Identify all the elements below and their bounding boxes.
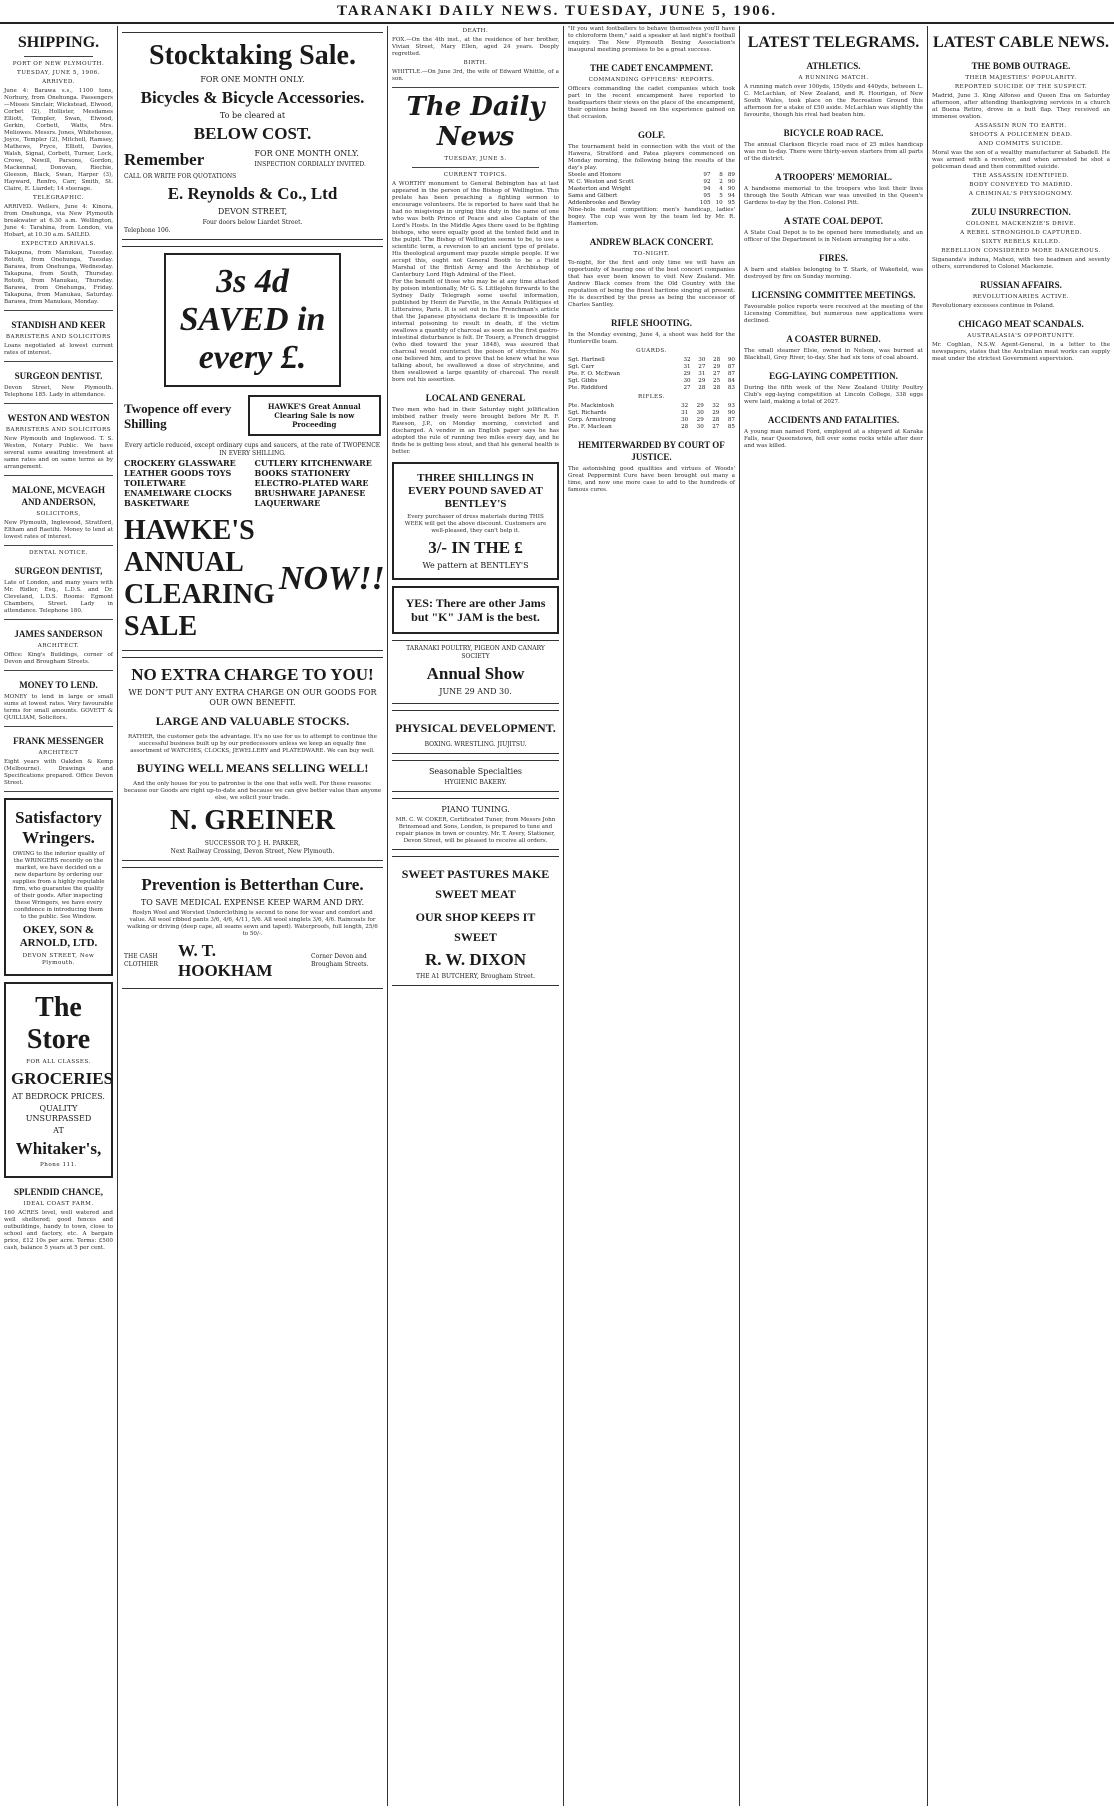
current-topics-heading: CURRENT TOPICS. [443, 172, 508, 178]
money-to-lend: MONEY TO LEND. [19, 680, 98, 690]
below-cost: BELOW COST. [193, 124, 312, 143]
shipping-date: TUESDAY, JUNE 5, 1906. [16, 70, 101, 76]
store-title: The Store [26, 992, 91, 1055]
cadet-heading: THE CADET ENCAMPMENT. [590, 63, 713, 73]
hawke-annual: HAWKE'S ANNUAL CLEARING SALE [124, 515, 275, 642]
arrived-text: June 4: Barawa s.s., 1100 tons, Norbury, from Onehunga. Passengers—Misses Sinclair, Wickstead, Elwood, Corbet (2), Hollister, Mesdames Elliott, Templer, Swan, Elwood, Gerkin, Corbett, Watts, Mrs. Meliowes. Messrs. Jones, Whitehouse, Joyce, Templer (2), Mitchell, Ramsey, Mathews, Pryce, Elliott, Davies, Walsh, Signal, Corbett, Turner, Lock, Crowe, Newill, Parsons, Gordon, Mackennal, Donovan, Riechie, Gleeson, Black, Swan, Harper (3), Hayward, Renfro, Carr, Smith, St. Claire, E. Liardet; 14 steerage. [4, 88, 113, 192]
bicycles-title: Bicycles & Bicycle Accessories. [140, 88, 365, 107]
hookham-name: W. T. HOOKHAM [178, 941, 273, 980]
prevention-title: Prevention is Betterthan Cure. [141, 875, 364, 894]
reynolds-name: E. Reynolds & Co., Ltd [167, 184, 338, 203]
splendid-chance: SPLENDID CHANCE, [13, 1187, 103, 1197]
bentleys-ad: THREE SHILLINGS IN EVERY POUND SAVED AT BENTLEY'S Every purchaser of dress materials during THIS WEEK will get the above discount. Customers are well-pleased, they can't help it. 3/- IN THE £ We pattern at BENTLEY'S [392, 462, 559, 580]
column-telegrams: LATEST TELEGRAMS. ATHLETICS. A RUNNING MATCH. A running match over 100yds, 150yds and 440yds, between L. C. McLachlan, of New Zealand, and R. Hourigan, of New South Wales, took place on the Recreation Ground this afternoon for a stake of £50 aside. McLachlan was slightly the favourite, though his rival had beaten him. BICYCLE ROAD RACE. The annual Clarkson Bicycle road race of 25 miles handicap was run to-day. There were thirty-seven starters from all parts of the district. A TROOPERS' MEMORIAL. A handsome memorial to the troopers who lost their lives through the South African war was unveiled in the Queen's Gardens to-day by the Hon. Colonel Pitt. A STATE COAL DEPOT. A State Coal Depot is to be opened here immediately, and an officer of the Department is in Nelson arranging for a site. FIRES. A barn and stables belonging to T. Stark, of Wakefield, was destroyed by fire on Sunday morning. LICENSING COMMITTEE MEETINGS. Favourable police reports were received at the meeting of the Licensing Committee, but numerous new applications were declined. A COASTER BURNED. The small steamer Elsie, owned in Nelson, was burned at Blackball, Grey River, to-day. She had six tons of coal aboard. EGG-LAYING COMPETITION. During the fifth week of the New Zealand Utility Poultry Club's egg-laying competition at Lincoln College, 338 eggs were laid, making a total of 2027. ACCIDENTS AND FATALITIES. A young man named Ford, employed at a shipyard at Karaka Falls, near Queenstown, fell over some rocks while after deer and was killed. [740, 26, 928, 1806]
hemiterward-heading: HEMITERWARDED BY COURT OF JUSTICE. [578, 440, 725, 462]
column-shipping: SHIPPING. PORT OF NEW PLYMOUTH. TUESDAY, JUNE 5, 1906. ARRIVED. June 4: Barawa s.s., 1100 tons, Norbury, from Onehunga. Passengers—Misses Sinclair, Wickstead, Elwood, Corbet (2), Hollister, Mesdames Elliott, Templer, Swan, Elwood, Gerkin, Corbett, Watts, Mrs. Meliowes. Messrs. Jones, Whitehouse, Joyce, Templer (2), Mitchell, Ramsey, Mathews, Pryce, Elliott, Davies, Walsh, Signal, Corbett, Turner, Lock, Crowe, Newill, Parsons, Gordon, Mackennal, Donovan, Riechie, Gleeson, Black, Swan, Harper (3), Hayward, Renfro, Carr, Smith, St. Claire, E. Liardet; 14 steerage. TELEGRAPHIC. ARRIVED. Wellers, June 4: Kinora, from Onehunga, via New Plymouth breakwater at 6.30 a.m. Wellington, June 4: Tarahina, from London, via Hobart, at 10.30 a.m. SAILED. EXPECTED ARRIVALS. Takapuna, from Manukau, Tuesday. Rotoiti, from Onehunga, Tuesday. Barawa, from Onehunga, Wednesday. Takapuna, from South, Thursday. Rotoiti, from Manukau, Thursday. Barawa, from Onehunga, Friday. Takapuna, from Manukau, Saturday. Barawa, from Manukau, Monday. STANDISH AND KEER BARRISTERS AND SOLICITORS Loans negotiated at lowest current rates of interest. SURGEON DENTIST. Devon Street, New Plymouth. Telephone 185. Lady in attendance. WESTON AND WESTON BARRISTERS AND SOLICITORS New Plymouth and Inglewood. T. S. Weston, Notary Public. We have several sums awaiting investment at same rates and on same terms as by arrangement. MALONE, MCVEAGH AND ANDERSON, SOLICITORS, New Plymouth, Inglewood, Stratford, Eltham and Raetihi. Money to lend at lowest rates of interest. DENTAL NOTICE. SURGEON DENTIST, Late of London, and many years with Mr. Ridler, Esq., L.D.S. and Dr. Cleveland, L.D.S. Rooms: Egmont Chambers, Street. Lady in attendance. Telephone 180. JAMES SANDERSON ARCHITECT. Office: King's Buildings, corner of Devon and Brougham Streets. MONEY TO LEND. MONEY to lend in large or small sums at lowest rates. Very favourable terms for small amounts. GOVETT & QUILLIAM, Solicitors. FRANK MESSENGER ARCHITECT Eight years with Oakden & Kemp (Melbourne). Drawings and Specifications prepared. Office Devon Street. Satisfactory Wringers. OWING to the inferior quality of the WRINGERS recently on the market, we have decided on a new departure by ordering our supplies from a highly reputable firm, who guarantee the quality of their goods. After inspecting these Wringers, we have every confidence in introducing them to the public. See Window. OKEY, SON & ARNOLD, LTD. DEVON STREET, New Plymouth. The Store FOR ALL CLASSES. GROCERIES AT BEDROCK PRICES. QUALITY UNSURPASSED AT Whitaker's, Phone 111. SPLENDID CHANCE, IDEAL COAST FARM. 160 ACRES level, well watered and well sheltered; good fences and outbuildings, handy to town, close to school and factory, etc. A bargain price, £12 10s per acre. Terms: £500 cash, balance 5 years at 5 per cent. [0, 26, 118, 1806]
wringers-title: Satisfactory Wringers. [15, 808, 102, 847]
golf-results-table: Steele and Honore 97 8 89 W. C. Weston and Scott 92 2 90 Masterton and Wright 94 4 90 Sams and Gilbert 95 5 94 Addenbrooke and Bewley 105 10 95 [568, 172, 735, 206]
saved-title: 3s 4d SAVED in every £. [179, 263, 326, 376]
arrived-heading: ARRIVED. [42, 79, 75, 85]
latest-cable-heading: LATEST CABLE NEWS. [933, 34, 1109, 51]
jam-ad: YES: There are other Jams but "K" JAM is the best. [392, 586, 559, 634]
store-ad: The Store FOR ALL CLASSES. GROCERIES AT BEDROCK PRICES. QUALITY UNSURPASSED AT Whitaker's, Phone 111. [4, 982, 113, 1178]
no-extra-charge: NO EXTRA CHARGE TO YOU! [131, 665, 374, 684]
dixon-ad: SWEET PASTURES MAKE SWEET MEAT OUR SHOP KEEPS IT SWEET R. W. DIXON THE A1 BUTCHERY, Brougham Street. [392, 856, 559, 986]
dental-notice: DENTAL NOTICE. [29, 550, 88, 556]
port-heading: PORT OF NEW PLYMOUTH. [12, 61, 105, 67]
malone-mcveagh: MALONE, MCVEAGH AND ANDERSON, [12, 485, 105, 507]
poultry-ad: TARANAKI POULTRY, PIGEON AND CANARY SOCIETY Annual Show JUNE 29 AND 30. [392, 640, 559, 704]
james-sanderson: JAMES SANDERSON [14, 629, 103, 639]
golf-heading: GOLF. [638, 130, 665, 140]
standish-keer: STANDISH AND KEER [11, 320, 106, 330]
column-cable-news: LATEST CABLE NEWS. THE BOMB OUTRAGE. THEIR MAJESTIES' POPULARITY. REPORTED SUICIDE OF THE SUSPECT. Madrid, June 3. King Alfonso and Queen Ena on Saturday afternoon, after attending thanksgiving services in a church at Buena Retiro, drove in a butt flap. They received an immense ovation. ASSASSIN RUN TO EARTH. SHOOTS A POLICEMEN DEAD. AND COMMITS SUICIDE. Moral was the son of a wealthy manufacturer at Sabadell. He was armed with a revolver, and when arrested he shot a policeman dead and then committed suicide. THE ASSASSIN IDENTIFIED. BODY CONVEYED TO MADRID. A CRIMINAL'S PHYSIOGNOMY. ZULU INSURRECTION. COLONEL MACKENZIE'S DRIVE. A REBEL STRONGHOLD CAPTURED. SIXTY REBELS KILLED. REBELLION CONSIDERED MORE DANGEROUS. Sigananda's induna, Mahezi, with two headmen and seventy others, surrendered to Colonel Mackenzie. RUSSIAN AFFAIRS. REVOLUTIONARIES ACTIVE. Revolutionary excesses continue in Poland. CHICAGO MEAT SCANDALS. AUSTRALASIA'S OPPORTUNITY. Mr. Coghlan, N.S.W. Agent-General, in a letter to the newspapers, states that the Australian meat works can supply meat under the strictest Government supervision. [932, 34, 1110, 362]
expected-heading: EXPECTED ARRIVALS. [21, 241, 96, 247]
rifles-scores-table: Pte. Mackintosh 32 29 32 93 Sgt. Richards 31 30 29 90 Corp. Armstrong 30 29 28 87 Pte. F. Maclean 28 30 27 85 [568, 403, 735, 430]
greiner-name: N. GREINER [170, 805, 335, 836]
stocktaking-title: Stocktaking Sale. [149, 40, 356, 71]
piano-ad: PIANO TUNING. MR. C. W. COKER, Certificated Tuner, from Messrs John Brinsmead and Sons, London, is prepared to tune and repair pianos in town or country. Mr. T. Avery, Stationer, Devon Street, will be pleased to receive all orders. [392, 798, 559, 850]
groceries: GROCERIES [11, 1069, 114, 1088]
daily-news-logo: The Daily News [406, 92, 545, 152]
column-news: "If you want footballers to behave themselves you'll have to chloroform them," said a speaker at last night's football enquiry. The New Plymouth Boxing Association's inaugural meeting promises to be a great success. THE CADET ENCAMPMENT. COMMANDING OFFICERS' REPORTS. Officers commanding the cadet companies which took part in the recent encampment have reported to headquarters their views on the place of the encampment, their opinions being based on the experience gained on that occasion. GOLF. The tournament held in connection with the visit of the Hawera, Stratford and Patea players commenced on Monday morning, the following being the results of the day's play. Steele and Honore 97 8 89 W. C. Weston and Scott 92 2 90 Masterton and Wright 94 4 90 Sams and Gilbert 95 5 94 Addenbrooke and Bewley 105 10 95 Nine-hole medal competition: men's handicap, ladies' bogey. The cup was won by the team led by Mr. R. Hamerton. ANDREW BLACK CONCERT. TO-NIGHT. To-night, for the first and only time we will have an opportunity of hearing one of the best concert companies that has ever been known to visit New Zealand. Mr. Andrew Black comes from the Old Country with the reputation of being the finest baritone singing at present. He is described by the press as being the successor of Charles Santley. RIFLE SHOOTING. In the Monday evening, June 4, a shoot was held for the Hunterville team. GUARDS. Sgt. Hartnell 32 30 28 90 Sgt. Carr 31 27 29 87 Pte. F. O. McEwan 29 31 27 87 Sgt. Gibbs 30 29 25 84 Pte. Riddiford 27 28 28 83 RIFLES. Pte. Mackintosh 32 29 32 93 Sgt. Richards 31 30 29 90 Corp. Armstrong 30 29 28 87 Pte. F. Maclean 28 30 27 85 HEMITERWARDED BY COURT OF JUSTICE. The astonishing good qualities and virtues of Woods' Great Peppermint Cure have been brought out many a time, and now one more case to add to the hundreds of famous cures. [564, 26, 740, 1806]
whitakers: Whitaker's, [15, 1139, 102, 1158]
column-daily-news: DEATH. FOX.—On the 4th inst., at the residence of her brother, Vivian Street, Mary Ellen, aged 24 years. Deeply regretted. BIRTH. WHITTLE.—On June 3rd, the wife of Edward Whittle, of a son. The Daily News TUESDAY, JUNE 5. CURRENT TOPICS. A WORTHY monument to General Bebington has at last appeared in the person of the Bishop of Wellington. This prelate has been preaching a fighting sermon to encourage volunteers. He is reported to have said that he had no misgivings in urging this duty in the name of one who was both Prince of Peace and also Captain of the Lord's Hosts. In the Middle Ages there used to be fighting bishops, who were equally good at the tented field and in the pulpit. The Bishop of Wellington seems to be, to use a scientific term, a reversion to an ancient type of prelate. His theological argument may puzzle simple people. If we accept this, ought not General Booth to be a Field Marshal of the British Army and the Archbishop of Canterbury Lord High Admiral of the Fleet. For the benefit of those who may be at any time attacked by poison intentionally, Mr G. S. Littlejohn forwards to the Sydney Daily Telegraph some useful information, published by Henri de Parville, in the Annals Politiques et Litteraires, Paris. It is set out in the Frenchman's article that the Japanese physicians declare it is impossible for internal poisoning to result in death, if the victim swallows a quantity of charcoal as soon as the first gastro-intestinal disturbance is felt. Dr Touery, a French druggist (who died toward the year 1848), was assured that charcoal would counteract the poison of strychnine. No one believed him, and to prove that he knew what he was talking about, he swallowed a dose of strychnine, and then swallowed a large quantity of charcoal. The result bore out his assertion. LOCAL AND GENERAL Two men who had in their Saturday night jollification imbibed rather freely were brought before Mr R. F. Rawson, J.P., on Monday morning, convicted and discharged. A vendor in an English paper says he has adopted the rule of running two miles every day, and he finds he is getting less stout, and that his general health is better. THREE SHILLINGS IN EVERY POUND SAVED AT BENTLEY'S Every purchaser of dress materials during THIS WEEK will get the above discount. Customers are well-pleased, they can't help it. 3/- IN THE £ We pattern at BENTLEY'S YES: There are other Jams but "K" JAM is the best. TARANAKI POULTRY, PIGEON AND CANARY SOCIETY Annual Show JUNE 29 AND 30. PHYSICAL DEVELOPMENT. BOXING. WRESTLING. JIUJITSU. Seasonable Specialties HYGIENIC BAKERY. PIANO TUNING. MR. C. W. COKER, Certificated Tuner, from Messrs John Brinsmead and Sons, London, is prepared to tune and repair pianos in town or country. Mr. T. Avery, Stationer, Devon Street, will be pleased to receive all orders. SWEET PASTURES MAKE SWEET MEAT OUR SHOP KEEPS IT SWEET R. W. DIXON THE A1 BUTCHERY, Brougham Street. [388, 26, 564, 1806]
hawke-sale-ad: 3s 4d SAVED in every £. Twopence off every Shilling HAWKE'S Great Annual Clearing Sale is now Proceeding Every article reduced, except ordinary cups and saucers, at the rate of TWOPENCE IN EVERY SHILLING. CROCKERY GLASSWARE LEATHER GOODS TOYS TOILETWARE ENAMELWARE CLOCKS BASKETWARE CUTLERY KITCHENWARE BOOKS STATIONERY ELECTRO-PLATED WARE BRUSHWARE JAPANESE LAQUERWARE HAWKE'S ANNUAL CLEARING SALE NOW!! [122, 246, 383, 651]
masthead: TARANAKI DAILY NEWS. TUESDAY, JUNE 5, 1906. [0, 0, 1114, 24]
greiner-ad: NO EXTRA CHARGE TO YOU! WE DON'T PUT ANY EXTRA CHARGE ON OUR GOODS FOR OUR OWN BENEFIT. LARGE AND VALUABLE STOCKS. RATHER, the customer gets the advantage. It's no use for us to attempt to continue the successful business built up by our predecessors unless we keep an equally fine assortment of WATCHES, CLOCKS, JEWELLERY and PLATEDWARE. We can buy well. BUYING WELL MEANS SELLING WELL! And the only house for you to patronise is the one that sells well. For these reasons: because our Goods are right up-to-date and because we can give better value than anyone else, we solicit your trade. N. GREINER SUCCESSOR TO J. H. PARKER, Next Railway Crossing, Devon Street, New Plymouth. [122, 657, 383, 861]
birth-heading: BIRTH. [463, 60, 488, 66]
andrew-black-heading: ANDREW BLACK CONCERT. [589, 237, 714, 247]
bakery-ad: Seasonable Specialties HYGIENIC BAKERY. [392, 760, 559, 792]
expected-text: Takapuna, from Manukau, Tuesday. Rotoiti, from Onehunga, Tuesday. Barawa, from Onehunga, Wednesday. Takapuna, from South, Thursday. Rotoiti, from Manukau, Thursday. Barawa, from Onehunga, Friday. Takapuna, from Manukau, Saturday. Barawa, from Manukau, Monday. [4, 250, 113, 305]
rifle-shooting-heading: RIFLE SHOOTING. [610, 318, 693, 328]
stocktaking-ad: Stocktaking Sale. FOR ONE MONTH ONLY. Bicycles & Bicycle Accessories. To be cleared at BELOW COST. Remember CALL OR WRITE FOR QUOTATIONS FOR ONE MONTH ONLY. INSPECTION CORDIALLY INVITED. E. Reynolds & Co., Ltd DEVON STREET, Four doors below Liardet Street. Telephone 106. [122, 32, 383, 240]
guards-scores-table: Sgt. Hartnell 32 30 28 90 Sgt. Carr 31 27 29 87 Pte. F. O. McEwan 29 31 27 87 Sgt. Gibbs 30 29 25 84 Pte. Riddiford 27 28 28 83 [568, 357, 735, 391]
frank-messenger: FRANK MESSENGER [13, 736, 104, 746]
okey-son-arnold: OKEY, SON & ARNOLD, LTD. [19, 924, 98, 949]
weston-weston: WESTON AND WESTON [7, 413, 110, 423]
latest-telegrams-heading: LATEST TELEGRAMS. [747, 34, 920, 51]
telegraphic-text: ARRIVED. Wellers, June 4: Kinora, from Onehunga, via New Plymouth breakwater at 6.30 a.m. Wellington, June 4: Tarahina, from London, via Hobart, at 10.30 a.m. SAILED. [4, 204, 113, 238]
shipping-heading: SHIPPING. [17, 34, 100, 51]
goods-list-right: CUTLERY KITCHENWARE BOOKS STATIONERY ELECTRO-PLATED WARE BRUSHWARE JAPANESE LAQUERWARE [254, 458, 372, 508]
wringers-ad: Satisfactory Wringers. OWING to the inferior quality of the WRINGERS recently on the market, we have decided on a new departure by ordering our supplies from a highly reputable firm, who guarantee the quality of their goods. After inspecting these Wringers, we have every confidence in introducing them to the public. See Window. OKEY, SON & ARNOLD, LTD. DEVON STREET, New Plymouth. [4, 798, 113, 976]
hookham-ad: Prevention is Betterthan Cure. TO SAVE MEDICAL EXPENSE KEEP WARM AND DRY. Roslyn Wool and Worsted Underclothing is second to none for wear and comfort and value. All wool ribbed pants 3/6, 4/6, 4/11, 5/6. All wool singlets 3/6, 4/6. Raincoats for walking or driving (deep cape, all seams sewn and taped). Waterproofs, full length, 25/6 to 50/-. THE CASH CLOTHIER W. T. HOOKHAM Corner Devon and Brougham Streets. [122, 867, 383, 989]
physical-ad: PHYSICAL DEVELOPMENT. BOXING. WRESTLING. JIUJITSU. [392, 710, 559, 754]
surgeon-dentist: SURGEON DENTIST. [14, 371, 103, 381]
column-advertisements [118, 26, 388, 1806]
telegraphic-heading: TELEGRAPHIC. [32, 195, 85, 201]
death-heading: DEATH. [462, 28, 489, 34]
goods-list-left: CROCKERY GLASSWARE LEATHER GOODS TOYS TOILETWARE ENAMELWARE CLOCKS BASKETWARE [124, 458, 236, 508]
local-general-heading: LOCAL AND GENERAL [425, 393, 526, 403]
